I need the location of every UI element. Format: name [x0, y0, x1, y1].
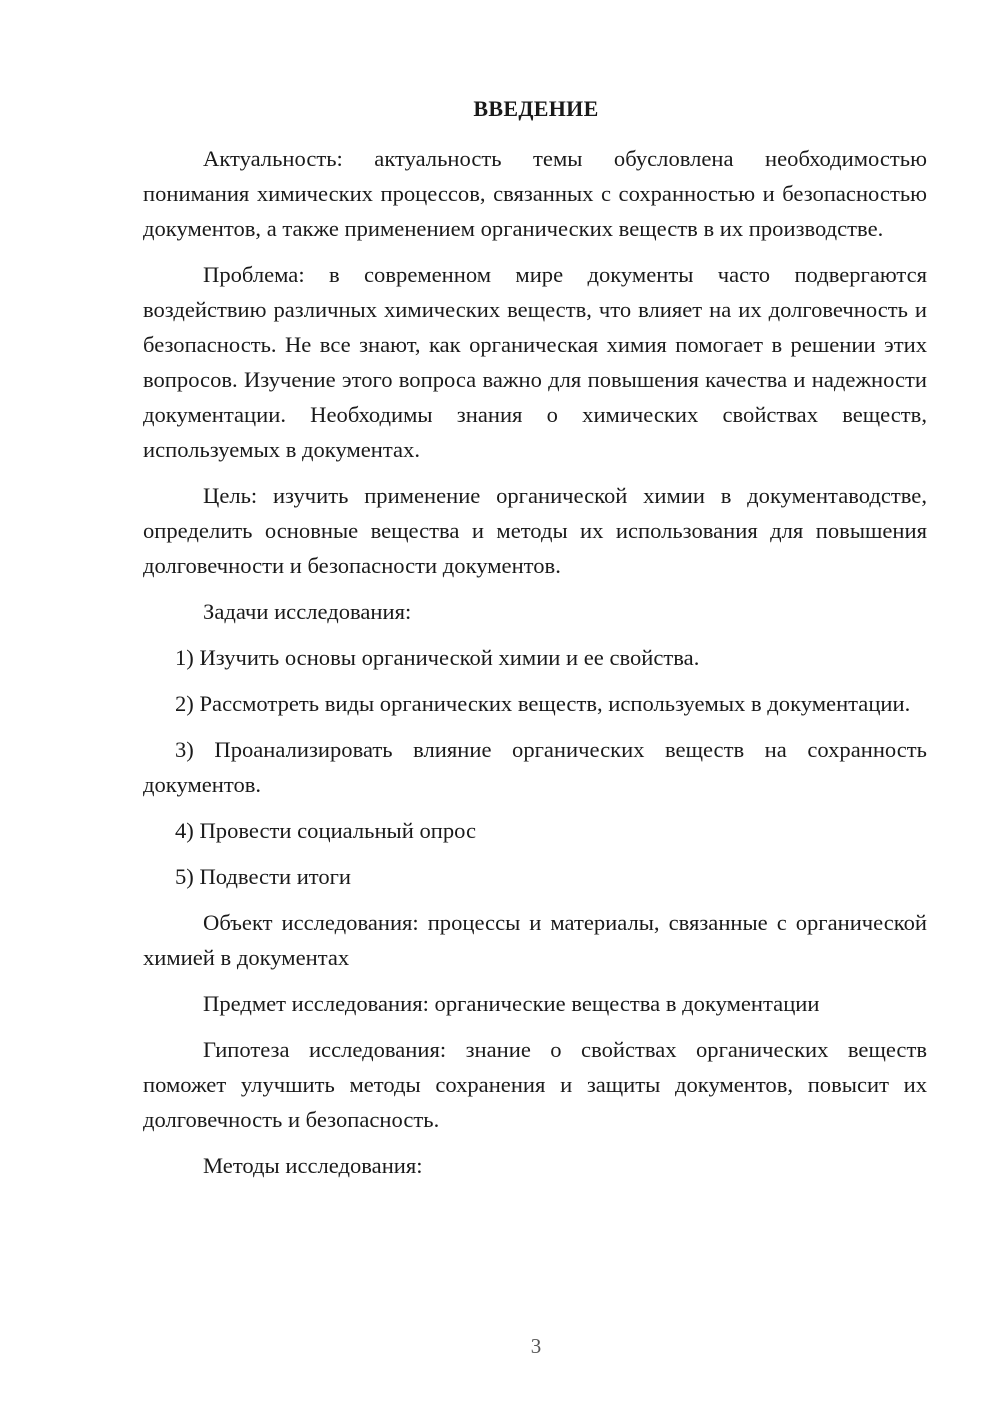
task-item-5: 5) Подвести итоги	[175, 864, 352, 889]
page-number: 3	[530, 1334, 542, 1358]
methods-paragraph: Методы исследования:	[203, 1153, 423, 1178]
tasks-heading: Задачи исследования:	[203, 599, 412, 624]
problem-paragraph: Проблема: в современном мире документы часто подвергаются воздействию различных химических веществ, что влияет на их долговечность и безопасность. Не все знают, как органическая химия помогает в решении этих вопросов. Изучение этого вопроса важно для повышения качества и надежности документации. Необходимы знания о химических свойствах веществ, используемых в документах.	[143, 262, 927, 462]
goal-paragraph: Цель: изучить применение органической химии в документаводстве, определить основные вещества и методы их использования для повышения долговечности и безопасности документов.	[143, 483, 927, 578]
task-item-2: 2) Рассмотреть виды органических веществ, используемых в документации.	[175, 691, 911, 716]
task-item-3: 3) Проанализировать влияние органических веществ на сохранность документов.	[143, 737, 927, 797]
relevance-paragraph: Актуальность: актуальность темы обусловлена необходимостью понимания химических процессов, связанных с сохранностью и безопасностью документов, а также применением органических веществ в их производстве.	[143, 146, 927, 241]
object-paragraph: Объект исследования: процессы и материалы, связанные с органической химией в документах	[143, 910, 927, 970]
page-heading: ВВЕДЕНИЕ	[473, 96, 599, 121]
task-item-4: 4) Провести социальный опрос	[175, 818, 477, 843]
hypothesis-paragraph: Гипотеза исследования: знание о свойствах органических веществ поможет улучшить методы сохранения и защиты документов, повысит их долговечность и безопасность.	[143, 1037, 927, 1132]
subject-paragraph: Предмет исследования: органические вещества в документации	[203, 991, 820, 1016]
task-item-1: 1) Изучить основы органической химии и ее свойства.	[175, 645, 700, 670]
document-body	[143, 141, 927, 1194]
